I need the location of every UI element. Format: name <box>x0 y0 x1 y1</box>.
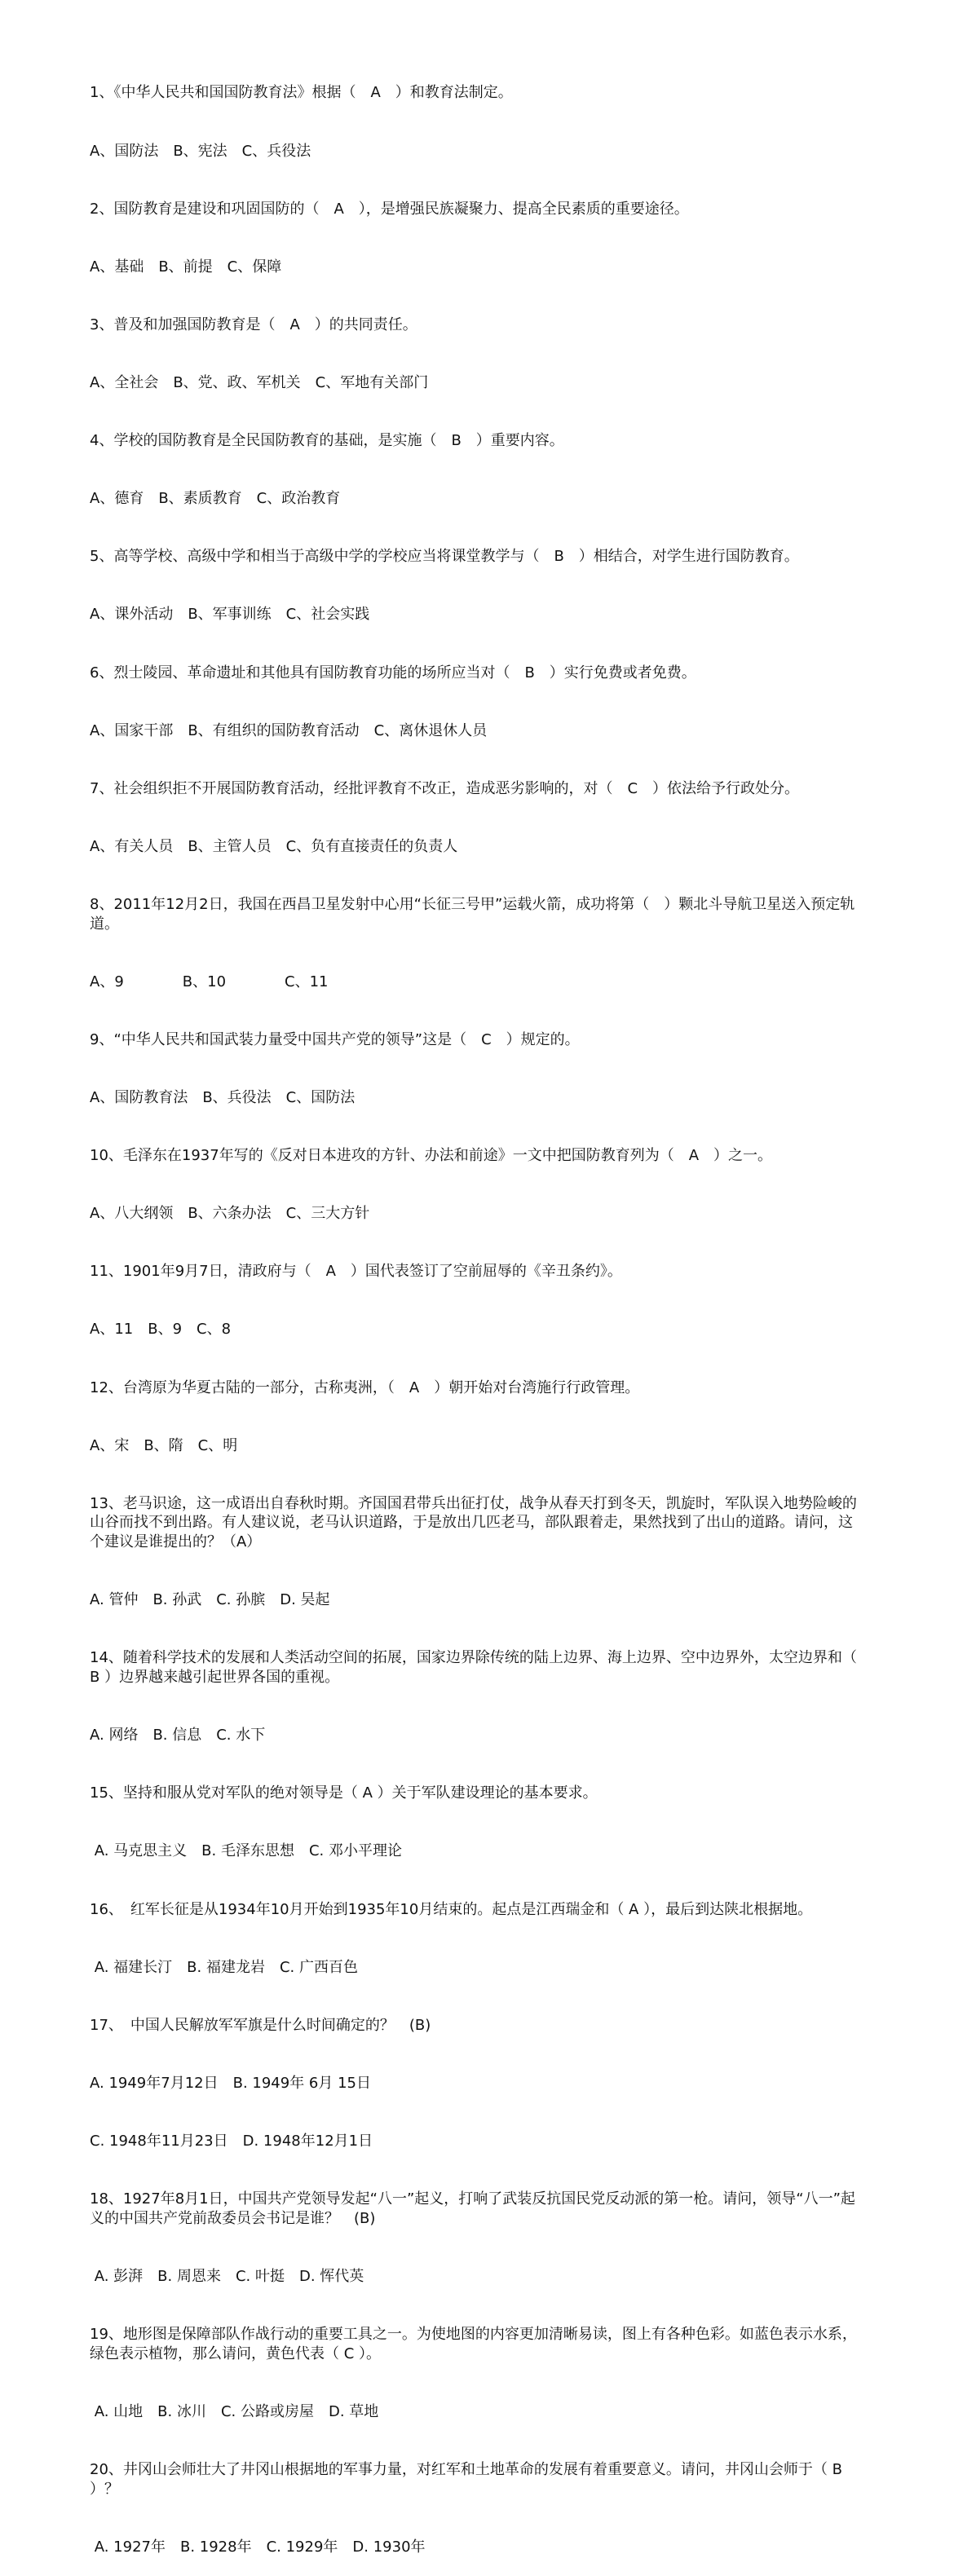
options-10: A、八大纲领 B、六条办法 C、三大方针 <box>90 1205 370 1223</box>
question-19: 19、地形图是保障部队作战行动的重要工具之一。为使地图的内容更加清晰易读，图上有各种色彩。如蓝色表示水系，绿色表示植物，那么请问，黄色代表（ C ）。 <box>90 2325 857 2362</box>
options-5: A、课外活动 B、军事训练 C、社会实践 <box>90 606 370 624</box>
options-1: A、国防法 B、宪法 C、兵役法 <box>90 142 311 160</box>
options-15: A. 马克思主义 B. 毛泽东思想 C. 邓小平理论 <box>90 1842 402 1860</box>
options-12: A、宋 B、隋 C、明 <box>90 1436 238 1454</box>
options-11: A、11 B、9 C、8 <box>90 1321 232 1339</box>
question-11: 11、1901年9月7日，清政府与（ A ）国代表签订了空前屈辱的《辛丑条约》。 <box>90 1263 622 1281</box>
question-10: 10、毛泽东在1937年写的《反对日本进攻的方针、办法和前途》一文中把国防教育列为（ A ）之一。 <box>90 1147 773 1165</box>
question-5: 5、高等学校、高级中学和相当于高级中学的学校应当将课堂教学与（ B ）相结合，对学生进行国防教育。 <box>90 548 799 566</box>
options-17-c-d: C. 1948年11月23日 D. 1948年12月1日 <box>90 2132 373 2150</box>
options-19: A. 山地 B. 冰川 C. 公路或房屋 D. 草地 <box>90 2402 379 2420</box>
question-20: 20、井冈山会师壮大了井冈山根据地的军事力量，对红军和土地革命的发展有着重要意义。请问，井冈山会师于（ B ）？ <box>90 2460 847 2498</box>
options-2: A、基础 B、前提 C、保障 <box>90 258 282 276</box>
question-7: 7、社会组织拒不开展国防教育活动，经批评教育不改正，造成恶劣影响的，对（ C ）依法给予行政处分。 <box>90 779 800 797</box>
options-20: A. 1927年 B. 1928年 C. 1929年 D. 1930年 <box>90 2538 426 2556</box>
question-6: 6、烈士陵园、革命遗址和其他具有国防教育功能的场所应当对（ B ）实行免费或者免费。 <box>90 664 696 681</box>
question-8: 8、2011年12月2日，我国在西昌卫星发射中心用“长征三号甲”运载火箭，成功将第（ ）颗北斗导航卫星送入预定轨道。 <box>90 895 855 933</box>
question-3: 3、普及和加强国防教育是（ A ）的共同责任。 <box>90 315 417 333</box>
options-14: A. 网络 B. 信息 C. 水下 <box>90 1727 266 1745</box>
question-4: 4、学校的国防教育是全民国防教育的基础，是实施（ B ）重要内容。 <box>90 432 564 450</box>
options-13: A. 管仲 B. 孙武 C. 孙膑 D. 吴起 <box>90 1591 330 1609</box>
question-document <box>90 45 864 2576</box>
options-8: A、9 B、10 C、11 <box>90 973 329 990</box>
question-15: 15、坚持和服从党对军队的绝对领导是（ A ）关于军队建设理论的基本要求。 <box>90 1784 598 1802</box>
question-17: 17、 中国人民解放军军旗是什么时间确定的？ (B) <box>90 2016 431 2034</box>
question-16: 16、 红军长征是从1934年10月开始到1935年10月结束的。起点是江西瑞金和（ A ），最后到达陕北根据地。 <box>90 1900 813 1918</box>
question-13: 13、老马识途，这一成语出自春秋时期。齐国国君带兵出征打仗，战争从春天打到冬天，凯旋时，军队误入地势险峻的山谷而找不到出路。有人建议说，老马认识道路，于是放出几匹老马，部队跟着走，果然找到了出山的道路。请问，这个建议是谁提出的？（A） <box>90 1494 857 1551</box>
options-6: A、国家干部 B、有组织的国防教育活动 C、离休退休人员 <box>90 721 488 739</box>
question-18: 18、1927年8月1日，中国共产党领导发起“八一”起义，打响了武装反抗国民党反动派的第一枪。请问，领导“八一”起义的中国共产党前敌委员会书记是谁？ (B) <box>90 2190 855 2227</box>
options-9: A、国防教育法 B、兵役法 C、国防法 <box>90 1088 356 1106</box>
options-18: A. 彭湃 B. 周恩来 C. 叶挺 D. 恽代英 <box>90 2267 364 2285</box>
question-9: 9、“中华人民共和国武装力量受中国共产党的领导”这是（ C ）规定的。 <box>90 1030 580 1048</box>
question-14: 14、随着科学技术的发展和人类活动空间的拓展，国家边界除传统的陆上边界、海上边界、空中边界外，太空边界和（ B ）边界越来越引起世界各国的重视。 <box>90 1649 862 1687</box>
options-7: A、有关人员 B、主管人员 C、负有直接责任的负责人 <box>90 837 458 855</box>
question-1: 1、《中华人民共和国国防教育法》根据（ A ）和教育法制定。 <box>90 84 513 102</box>
question-2: 2、国防教育是建设和巩固国防的（ A ），是增强民族凝聚力、提高全民素质的重要途径。 <box>90 200 689 218</box>
options-16: A. 福建长汀 B. 福建龙岩 C. 广西百色 <box>90 1958 358 1976</box>
question-12: 12、台湾原为华夏古陆的一部分，古称夷洲，（ A ）朝开始对台湾施行行政管理。 <box>90 1378 640 1396</box>
options-17-a-b: A. 1949年7月12日 B. 1949年 6月 15日 <box>90 2074 372 2092</box>
options-4: A、德育 B、素质教育 C、政治教育 <box>90 490 341 508</box>
options-3: A、全社会 B、党、政、军机关 C、军地有关部门 <box>90 373 429 391</box>
